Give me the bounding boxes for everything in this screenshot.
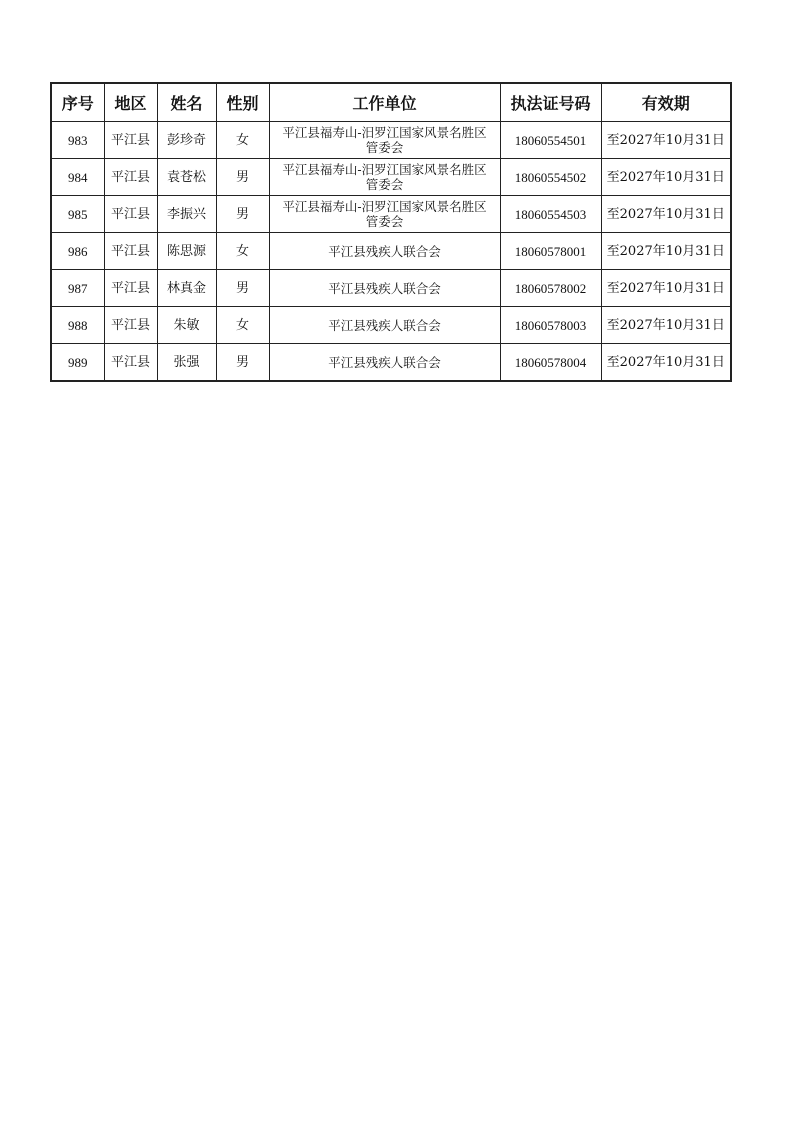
cell-region: 平江县: [104, 233, 157, 270]
cell-region: 平江县: [104, 307, 157, 344]
table-row: [51, 307, 731, 344]
cell-cert-number: 18060578003: [500, 307, 601, 344]
enforcement-roster-table: [50, 82, 732, 382]
table-row: [51, 233, 731, 270]
header-region: 地区: [104, 83, 157, 122]
cell-gender: 女: [216, 122, 269, 159]
cell-work-unit: 平江县残疾人联合会: [269, 233, 500, 270]
cell-validity: 至2027年10月31日: [601, 196, 731, 233]
cell-name: 陈思源: [157, 233, 216, 270]
cell-region: 平江县: [104, 344, 157, 382]
cell-name: 朱敏: [157, 307, 216, 344]
cell-name: 张强: [157, 344, 216, 382]
cell-work-unit: [269, 196, 500, 233]
work-unit-line1: 平江县福寿山-汨罗江国家风景名胜区: [282, 199, 487, 214]
cell-cert-number: 18060554502: [500, 159, 601, 196]
cell-seq: 984: [51, 159, 104, 196]
table-row: [51, 196, 731, 233]
cell-gender: 女: [216, 307, 269, 344]
cell-validity: 至2027年10月31日: [601, 122, 731, 159]
header-name: 姓名: [157, 83, 216, 122]
cell-cert-number: 18060578004: [500, 344, 601, 382]
table-row: [51, 344, 731, 382]
cell-name: 李振兴: [157, 196, 216, 233]
cell-gender: 女: [216, 233, 269, 270]
table-row: [51, 122, 731, 159]
cell-gender: 男: [216, 159, 269, 196]
cell-validity: 至2027年10月31日: [601, 344, 731, 382]
cell-work-unit: [269, 122, 500, 159]
cell-work-unit: 平江县残疾人联合会: [269, 344, 500, 382]
cell-seq: 986: [51, 233, 104, 270]
cell-name: 林真金: [157, 270, 216, 307]
header-gender: 性别: [216, 83, 269, 122]
cell-region: 平江县: [104, 270, 157, 307]
work-unit-line1: 平江县福寿山-汨罗江国家风景名胜区: [282, 162, 487, 177]
cell-validity: 至2027年10月31日: [601, 233, 731, 270]
cell-work-unit: [269, 159, 500, 196]
cell-work-unit: 平江县残疾人联合会: [269, 307, 500, 344]
cell-region: 平江县: [104, 122, 157, 159]
cell-name: 袁苍松: [157, 159, 216, 196]
cell-region: 平江县: [104, 159, 157, 196]
cell-validity: 至2027年10月31日: [601, 159, 731, 196]
cell-cert-number: 18060554501: [500, 122, 601, 159]
work-unit-line2: 管委会: [365, 214, 404, 229]
header-seq: 序号: [51, 83, 104, 122]
cell-work-unit: 平江县残疾人联合会: [269, 270, 500, 307]
cell-validity: 至2027年10月31日: [601, 307, 731, 344]
cell-validity: 至2027年10月31日: [601, 270, 731, 307]
table-row: [51, 159, 731, 196]
work-unit-line2: 管委会: [365, 177, 404, 192]
table-row: [51, 270, 731, 307]
cell-cert-number: 18060578001: [500, 233, 601, 270]
cell-seq: 985: [51, 196, 104, 233]
cell-seq: 989: [51, 344, 104, 382]
cell-name: 彭珍奇: [157, 122, 216, 159]
header-validity: 有效期: [601, 83, 731, 122]
cell-gender: 男: [216, 196, 269, 233]
cell-cert-number: 18060554503: [500, 196, 601, 233]
cell-seq: 988: [51, 307, 104, 344]
cell-cert-number: 18060578002: [500, 270, 601, 307]
work-unit-line2: 管委会: [365, 140, 404, 155]
table-header-row: [51, 83, 731, 122]
cell-gender: 男: [216, 344, 269, 382]
cell-gender: 男: [216, 270, 269, 307]
header-cert-number: 执法证号码: [500, 83, 601, 122]
cell-region: 平江县: [104, 196, 157, 233]
cell-seq: 983: [51, 122, 104, 159]
header-work-unit: 工作单位: [269, 83, 500, 122]
work-unit-line1: 平江县福寿山-汨罗江国家风景名胜区: [282, 125, 487, 140]
cell-seq: 987: [51, 270, 104, 307]
